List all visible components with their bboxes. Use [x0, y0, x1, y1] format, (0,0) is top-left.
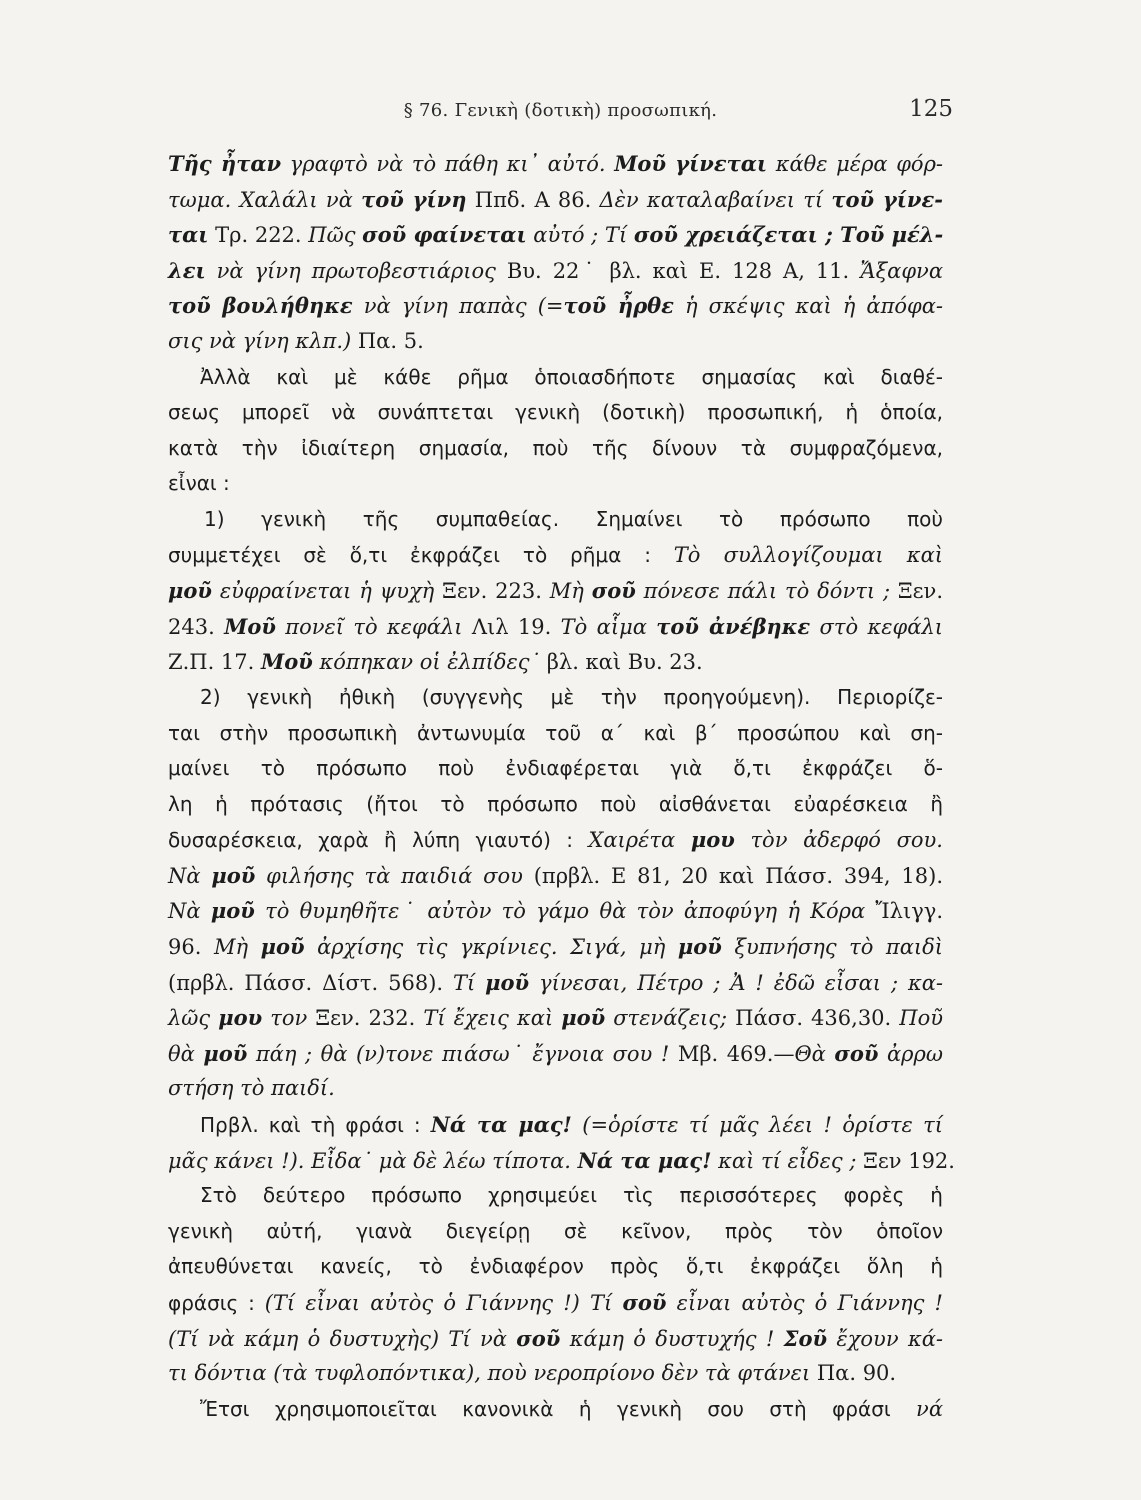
text-line: [168, 1356, 943, 1392]
text-run: Μὴ: [549, 579, 592, 604]
text-run: Ἴλιγγ.: [865, 899, 943, 924]
text-line: [168, 431, 943, 467]
text-line: [168, 644, 943, 680]
text-run: τοῦ ἀνέβηκε: [656, 613, 811, 639]
text-line: [168, 538, 943, 574]
text-run: Σοῦ: [783, 1325, 828, 1351]
text-run: λῶς: [168, 1006, 219, 1031]
text-run: Θὰ: [794, 1041, 835, 1066]
text-line: [168, 573, 943, 609]
text-run: τι δόντια (τὰ τυφλοπόντικα), ποὺ νεροπρίονο δὲν τὰ φτάνει: [168, 1361, 811, 1386]
text-line: [168, 1178, 943, 1214]
text-line: [168, 822, 943, 858]
text-run: Μβ. 469.—: [669, 1041, 795, 1066]
text-run: εἶναι :: [168, 471, 230, 496]
text-run: καὶ τί εἶδες ;: [711, 1148, 857, 1173]
text-run: πονεῖ τὸ κεφάλι: [275, 614, 463, 639]
text-run: κάμη ὁ δυστυχής !: [560, 1326, 784, 1351]
text-run: σοῦ φαίνεται: [362, 222, 527, 248]
text-run: (πρβλ. Ε 81, 20 καὶ Πάσσ. 394, 18).: [522, 863, 944, 888]
text-run: συμμετέχει σὲ ὅ,τι ἐκφράζει τὸ ρῆμα :: [168, 542, 674, 567]
text-line: [168, 965, 943, 1001]
text-run: Ξεν 192.: [856, 1148, 955, 1173]
text-run: Νά τα μας!: [577, 1147, 712, 1173]
text-line: [168, 1107, 943, 1143]
text-run: σοῦ: [834, 1040, 879, 1066]
text-run: τὸ θυμηθῆτε˙ αὐτὸν τὸ γάμο θὰ τὸν ἀποφύγη ἡ Κόρα: [254, 899, 866, 924]
text-run: ξυπνήσης τὸ παιδὶ: [721, 935, 944, 960]
text-run: εἶναι αὐτὸς ὁ Γιάννης !: [666, 1291, 943, 1315]
text-line: [168, 1285, 943, 1321]
page-number: 125: [909, 96, 953, 122]
text-run: αὐτό ; Τί: [526, 223, 634, 248]
text-run: τοῦ γίνε-: [831, 186, 943, 212]
text-run: νά: [916, 1396, 943, 1421]
text-run: μοῦ: [203, 1040, 248, 1066]
text-run: μοῦ: [168, 578, 212, 604]
text-line: [168, 217, 943, 253]
text-run: μοῦ: [561, 1005, 606, 1031]
text-run: 1) γενικὴ τῆς συμπαθείας. Σημαίνει τὸ πρόσωπο ποὺ: [204, 506, 943, 531]
running-head: § 76. Γενικὴ (δοτικὴ) προσωπική.: [403, 100, 718, 121]
text-run: Νὰ: [168, 863, 212, 888]
text-run: ἡ σκέψις καὶ ἡ ἀπόφα-: [673, 294, 944, 319]
text-run: τοῦ βουλήθηκε: [168, 293, 353, 319]
text-run: γίνεσαι, Πέτρο ; Ἀ ! ἐδῶ εἶσαι ; κα-: [529, 970, 943, 995]
text-line: [168, 929, 943, 965]
text-run: Ἔτσι χρησιμοποιεῖται κανονικὰ ἡ γενικὴ σου στὴ φράσι: [200, 1396, 917, 1421]
text-run: Πῶς: [308, 223, 363, 248]
text-run: Ξεν. 232.: [307, 1006, 424, 1031]
text-run: μου: [218, 1005, 263, 1031]
text-run: Τρ. 222.: [208, 223, 309, 248]
text-run: τωμα. Χαλάλι νὰ: [168, 187, 362, 212]
text-run: μοῦ: [211, 862, 256, 888]
text-run: κατὰ τὴν ἰδιαίτερη σημασία, ποὺ τῆς δίνουν τὰ συμφραζόμενα,: [168, 435, 943, 460]
text-line: [168, 1249, 943, 1285]
text-run: τοῦ γίνη: [361, 186, 467, 212]
text-run: Χαιρέτα: [588, 828, 691, 853]
text-run: Στὸ δεύτερο πρόσωπο χρησιμεύει τὶς περισσότερες φορὲς ἡ: [200, 1183, 943, 1208]
text-run: τον: [262, 1006, 308, 1031]
text-run: Νὰ: [168, 899, 211, 924]
text-run: σοῦ: [591, 578, 636, 604]
text-run: μοῦ: [260, 934, 305, 960]
text-run: (=ὁρίστε τί μᾶς λέει ! ὁρίστε τί: [571, 1113, 943, 1138]
text-run: ἔχουν κά-: [827, 1326, 943, 1351]
text-line: [168, 288, 943, 324]
text-line: [168, 751, 943, 787]
text-line: [168, 609, 943, 645]
text-run: Ζ.Π. 17.: [168, 650, 262, 675]
text-run: Λιλ 19.: [462, 614, 561, 639]
text-line: [168, 858, 943, 894]
text-run: Τῆς ἦταν: [168, 151, 282, 176]
text-run: 96.: [168, 935, 214, 960]
text-run: νὰ γίνη πρωτοβεστιάριος: [205, 258, 496, 283]
text-line: [168, 1000, 943, 1036]
text-run: Ξεν. 223.: [434, 579, 550, 604]
text-run: μᾶς κάνει !). Εἶδα˙ μὰ δὲ λέω τίποτα.: [168, 1148, 578, 1173]
text-run: μοῦ: [677, 934, 722, 960]
text-run: ται: [168, 222, 209, 248]
text-line: [168, 1071, 943, 1107]
text-run: (Τί εἶναι αὐτὸς ὁ Γιάννης !) Τί: [264, 1291, 623, 1315]
text-line: [168, 1321, 943, 1357]
text-run: μοῦ: [485, 969, 530, 995]
text-run: ἀπευθύνεται κανείς, τὸ ἐνδιαφέρον πρὸς ὅ,τι ἐκφράζει ὅλη ἡ: [168, 1254, 943, 1279]
text-run: τὸν ἀδερφό σου.: [734, 828, 943, 853]
text-run: Πα. 90.: [810, 1361, 897, 1386]
text-run: μαίνει τὸ πρόσωπο ποὺ ἐνδιαφέρεται γιὰ ὅ,τι ἐκφράζει ὅ-: [168, 756, 943, 781]
text-run: σοῦ: [622, 1290, 667, 1315]
text-run: νὰ γίνη παπὰς (=: [352, 294, 564, 319]
text-run: (Τί νὰ κάμη ὁ δυστυχὴς) Τί νὰ: [168, 1326, 517, 1351]
text-run: σεως μπορεῖ νὰ συνάπτεται γενικὴ (δοτικὴ) προσωπική, ἡ ὁποία,: [168, 400, 943, 425]
text-run: πόνεσε πάλι τὸ δόντι ;: [635, 579, 891, 604]
body-text: [168, 146, 955, 1427]
text-run: Ἄξαφνα: [860, 258, 943, 283]
text-run: Μοῦ γίνεται: [614, 151, 768, 176]
text-run: Μοῦ: [224, 613, 276, 639]
text-line: [168, 324, 943, 360]
text-run: Δὲν καταλαβαίνει τί: [599, 187, 832, 212]
text-line: [168, 395, 943, 431]
text-line: [168, 466, 943, 502]
text-run: Ππδ. Α 86.: [466, 187, 600, 212]
text-run: Ξεν.: [890, 579, 944, 604]
text-run: Πρβλ. καὶ τὴ φράσι :: [200, 1113, 431, 1138]
text-run: Τί: [453, 970, 486, 995]
text-run: ἀρχίσης τὶς γκρίνιες. Σιγά, μὴ: [304, 935, 678, 960]
text-line: [168, 893, 943, 929]
text-line: [168, 360, 943, 396]
text-line: [168, 502, 943, 538]
text-line: [168, 787, 943, 823]
text-run: σοῦ χρειάζεται ; Τοῦ μέλ-: [633, 222, 944, 248]
text-run: στήση τὸ παιδί.: [168, 1076, 335, 1101]
text-run: ἀρρω: [878, 1041, 943, 1066]
text-run: 243.: [168, 614, 225, 639]
text-run: Τὸ αἷμα: [560, 614, 657, 639]
text-line: [168, 1036, 943, 1072]
page-header: [168, 96, 953, 130]
text-line: [168, 680, 943, 716]
text-run: Τὸ συλλογίζουμαι καὶ: [673, 542, 943, 567]
text-run: κάθε μέρα φόρ-: [767, 152, 944, 176]
text-run: ται στὴν προσωπικὴ ἀντωνυμία τοῦ α΄ καὶ β΄ προσώπου καὶ ση-: [168, 720, 943, 745]
text-run: Νά τα μας!: [430, 1112, 572, 1138]
text-line: [168, 1143, 955, 1179]
text-run: θὰ: [168, 1041, 204, 1066]
text-run: Μὴ: [213, 935, 261, 960]
text-run: κόπηκαν οἱ ἐλπίδες˙: [312, 650, 541, 675]
text-run: γραφτὸ νὰ τὸ πάθη κι᾽ αὐτό.: [281, 152, 615, 176]
text-run: (πρβλ. Πάσσ. Δίστ. 568).: [168, 970, 453, 995]
text-line: [168, 1214, 943, 1250]
text-line: [168, 182, 943, 218]
text-run: Βυ. 22˙ βλ. καὶ Ε. 128 Α, 11.: [495, 258, 861, 283]
text-line: [168, 716, 943, 752]
text-run: Πάσσ. 436,30.: [727, 1006, 900, 1031]
text-run: Μοῦ: [261, 649, 313, 675]
text-run: μου: [690, 827, 735, 853]
text-run: Τί ἔχεις καὶ: [423, 1006, 562, 1031]
text-run: βλ. καὶ Βυ. 23.: [540, 650, 703, 675]
text-run: 2) γενικὴ ἠθικὴ (συγγενὴς μὲ τὴν προηγούμενη). Περιορίζε-: [200, 684, 943, 709]
text-run: Πα. 5.: [351, 328, 424, 353]
text-run: σοῦ: [516, 1325, 561, 1351]
text-run: σις νὰ γίνη κλπ.): [168, 328, 352, 353]
text-line: [168, 1392, 943, 1428]
text-run: δυσαρέσκεια, χαρὰ ἢ λύπη γιαυτό) :: [168, 828, 589, 853]
text-run: Ἀλλὰ καὶ μὲ κάθε ρῆμα ὁποιασδήποτε σημασίας καὶ διαθέ-: [200, 364, 943, 389]
text-run: φράσις :: [168, 1291, 265, 1315]
text-run: γενικὴ αὐτή, γιανὰ διεγείρῃ σὲ κεῖνον, πρὸς τὸν ὁποῖον: [168, 1218, 943, 1243]
text-run: μοῦ: [210, 898, 255, 924]
text-run: λη ἡ πρότασις (ἤτοι τὸ πρόσωπο ποὺ αἰσθάνεται εὐαρέσκεια ἢ: [168, 791, 943, 816]
text-run: φιλήσης τὰ παιδιά σου: [255, 863, 523, 888]
text-run: εὐφραίνεται ἡ ψυχὴ: [211, 579, 435, 604]
text-line: [168, 146, 943, 182]
text-run: Ποῦ: [899, 1006, 944, 1031]
text-run: στὸ κεφάλι: [810, 614, 943, 639]
text-run: λει: [168, 257, 206, 283]
text-run: τοῦ ἦρθε: [563, 293, 674, 319]
text-line: [168, 253, 943, 289]
text-run: πάη ; θὰ (ν)τονε πιάσω˙ ἔγνοια σου !: [247, 1041, 670, 1066]
text-run: στενάζεις;: [605, 1006, 728, 1031]
